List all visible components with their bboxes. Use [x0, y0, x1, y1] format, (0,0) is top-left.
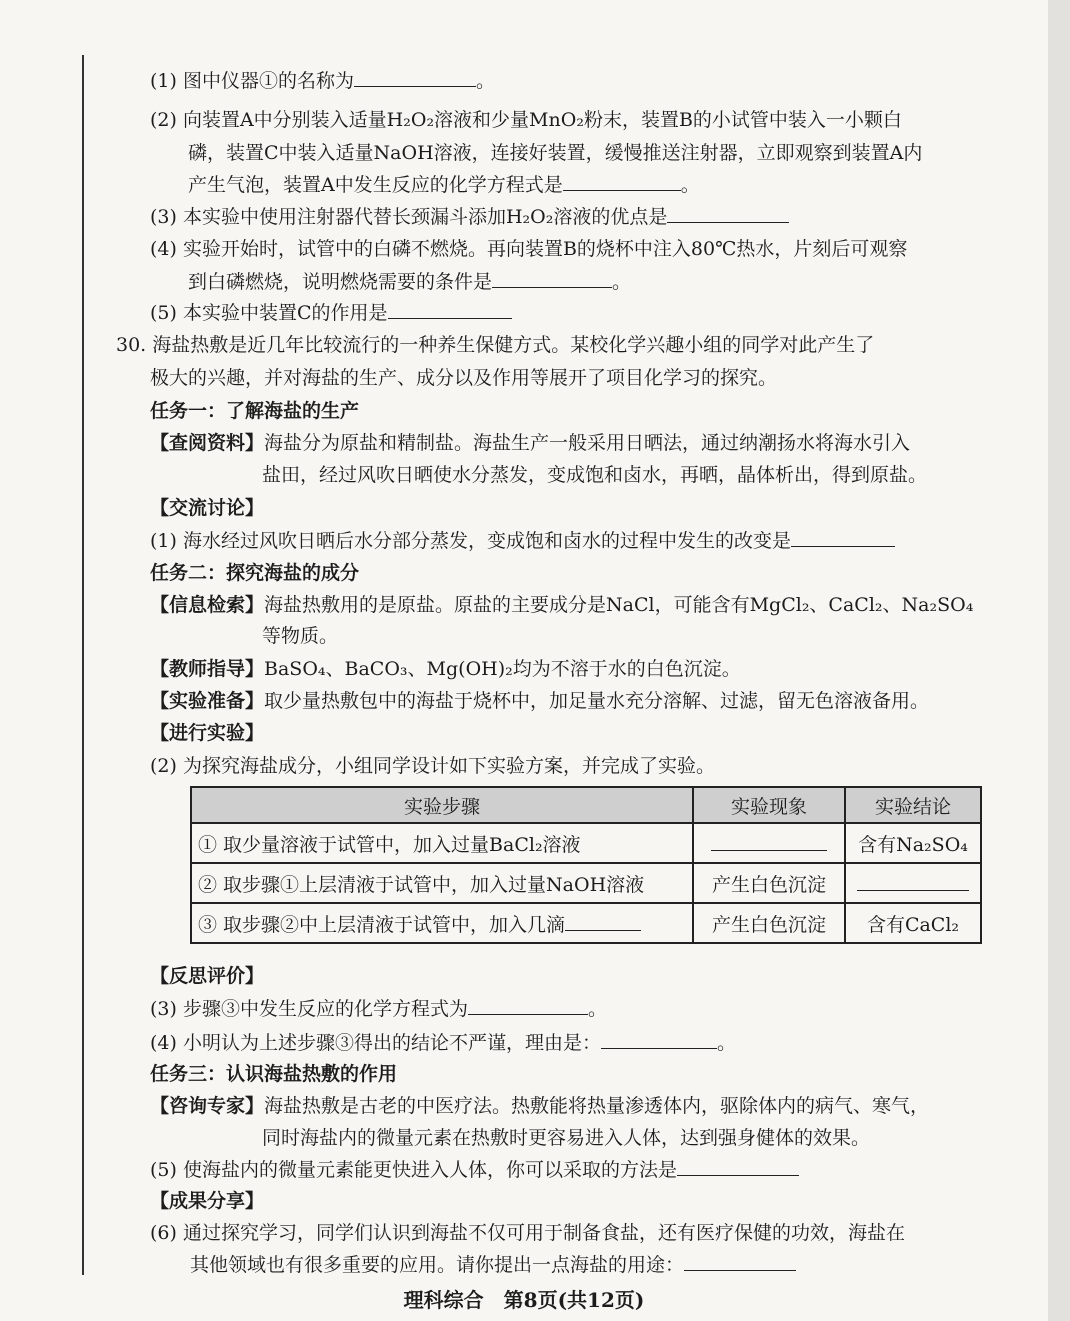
conclusion-cell: 含有Na₂SO₄ — [845, 823, 981, 863]
expert-text-1: 海盐热敷是古老的中医疗法。热敷能将热量渗透体内，驱除体内的病气、寒气， — [264, 1095, 930, 1117]
teacher-guide — [150, 655, 741, 683]
col-header-step: 实验步骤 — [191, 787, 693, 823]
q30-item-1-text: (1) 海水经过风吹日晒后水分部分蒸发，变成饱和卤水的过程中发生的改变是 — [150, 530, 791, 552]
punct: 。 — [612, 271, 632, 293]
q29-item-4-text: 到白磷燃烧，说明燃烧需要的条件是 — [188, 271, 493, 293]
section-tag: 【查阅资料】 — [150, 432, 265, 454]
punct: 。 — [475, 70, 495, 92]
reference-info — [150, 429, 910, 457]
table-row — [191, 863, 981, 903]
q30-item-2: (2) 为探究海盐成分，小组同学设计如下实验方案，并完成了实验。 — [150, 755, 715, 777]
punct: 。 — [716, 1032, 736, 1054]
page-footer: 理科综合 第8页(共12页) — [403, 1288, 645, 1312]
margin-line — [82, 55, 84, 1275]
q30-item-1 — [150, 526, 895, 555]
step-text: ③ 取步骤②中上层清液于试管中，加入几滴 — [198, 913, 566, 936]
q30-item-3 — [150, 994, 607, 1023]
q30-item-5 — [150, 1155, 799, 1184]
q29-item-4-line-2 — [188, 267, 631, 296]
step-cell — [191, 903, 693, 943]
answer-blank[interactable] — [468, 994, 588, 1015]
teacher-guide-text: BaSO₄、BaCO₃、Mg(OH)₂均为不溶于水的白色沉淀。 — [264, 658, 741, 680]
answer-blank[interactable] — [492, 267, 612, 288]
q29-item-5-text: (5) 本实验中装置C的作用是 — [150, 302, 388, 324]
answer-blank[interactable] — [354, 66, 476, 87]
answer-blank[interactable] — [791, 526, 895, 547]
discussion-tag: 【交流讨论】 — [150, 497, 265, 519]
experiment-prep-text: 取少量热敷包中的海盐于烧杯中，加足量水充分溶解、过滤，留无色溶液备用。 — [264, 690, 930, 712]
expert-consult — [150, 1092, 929, 1120]
answer-blank[interactable] — [677, 1155, 799, 1176]
task-2-heading: 任务二：探究海盐的成分 — [150, 562, 360, 584]
table-row — [191, 903, 981, 943]
do-experiment-tag: 【进行实验】 — [150, 722, 265, 744]
col-header-phenomenon: 实验现象 — [693, 787, 845, 823]
q29-item-1 — [150, 66, 495, 95]
expert-text-2: 同时海盐内的微量元素在热敷时更容易进入人体，达到强身健体的效果。 — [262, 1127, 871, 1149]
task-3-heading: 任务三：认识海盐热敷的作用 — [150, 1063, 398, 1085]
q30-item-3-text: (3) 步骤③中发生反应的化学方程式为 — [150, 998, 468, 1020]
step-cell: ② 取步骤①上层清液于试管中，加入过量NaOH溶液 — [191, 863, 693, 903]
punct: 。 — [587, 998, 607, 1020]
experiment-table — [190, 786, 982, 944]
section-tag: 【咨询专家】 — [150, 1095, 265, 1117]
table-row — [191, 823, 981, 863]
task-1-heading: 任务一：了解海盐的生产 — [150, 400, 360, 422]
q29-item-2-line-1: (2) 向装置A中分别装入适量H₂O₂溶液和少量MnO₂粉末，装置B的小试管中装入一小颗白 — [150, 109, 902, 131]
punct: 。 — [680, 174, 700, 196]
q29-item-5 — [150, 298, 512, 327]
phenomenon-cell: 产生白色沉淀 — [693, 903, 845, 943]
q30-item-4-text: (4) 小明认为上述步骤③得出的结论不严谨，理由是： — [150, 1032, 601, 1054]
phenomenon-cell: 产生白色沉淀 — [693, 863, 845, 903]
q30-item-6-text: 其他领域也有很多重要的应用。请你提出一点海盐的用途： — [190, 1254, 685, 1276]
info-text-1: 海盐热敷用的是原盐。原盐的主要成分是NaCl，可能含有MgCl₂、CaCl₂、Na₂SO₄ — [264, 594, 974, 616]
page-edge — [1048, 0, 1070, 1321]
q30-intro-line-2: 极大的兴趣，并对海盐的生产、成分以及作用等展开了项目化学习的探究。 — [150, 367, 778, 389]
reference-text-2: 盐田，经过风吹日晒使水分蒸发，变成饱和卤水，再晒，晶体析出，得到原盐。 — [262, 464, 928, 486]
q29-item-2-line-3 — [188, 170, 700, 199]
answer-blank[interactable] — [565, 910, 641, 931]
answer-blank[interactable] — [711, 830, 827, 851]
answer-blank[interactable] — [388, 298, 512, 319]
info-search — [150, 591, 973, 619]
q29-item-4-line-1: (4) 实验开始时，试管中的白磷不燃烧。再向装置B的烧杯中注入80℃热水，片刻后可观察 — [150, 238, 908, 260]
answer-blank[interactable] — [684, 1250, 796, 1271]
step-cell: ① 取少量溶液于试管中，加入过量BaCl₂溶液 — [191, 823, 693, 863]
reflection-tag: 【反思评价】 — [150, 965, 265, 987]
phenomenon-cell — [693, 823, 845, 863]
q29-item-1-text: (1) 图中仪器①的名称为 — [150, 70, 354, 92]
answer-blank[interactable] — [667, 202, 789, 223]
answer-blank[interactable] — [857, 870, 969, 891]
answer-blank[interactable] — [563, 170, 681, 191]
q29-item-2-text: 产生气泡，装置A中发生反应的化学方程式是 — [188, 174, 563, 196]
q30-item-6-line-2 — [190, 1250, 796, 1279]
q29-item-3 — [150, 202, 789, 231]
conclusion-cell: 含有CaCl₂ — [845, 903, 981, 943]
experiment-prep — [150, 687, 929, 715]
q29-item-2-line-2: 磷，装置C中装入适量NaOH溶液，连接好装置，缓慢推送注射器，立即观察到装置A内 — [188, 142, 923, 164]
section-tag: 【教师指导】 — [150, 658, 265, 680]
q29-item-3-text: (3) 本实验中使用注射器代替长颈漏斗添加H₂O₂溶液的优点是 — [150, 206, 668, 228]
reference-text-1: 海盐分为原盐和精制盐。海盐生产一般采用日晒法，通过纳潮扬水将海水引入 — [264, 432, 911, 454]
answer-blank[interactable] — [601, 1028, 717, 1049]
info-text-2: 等物质。 — [262, 625, 339, 647]
table-header-row — [191, 787, 981, 823]
share-tag: 【成果分享】 — [150, 1190, 265, 1212]
col-header-conclusion: 实验结论 — [845, 787, 981, 823]
q30-item-5-text: (5) 使海盐内的微量元素能更快进入人体，你可以采取的方法是 — [150, 1159, 677, 1181]
q30-item-4 — [150, 1028, 736, 1057]
section-tag: 【实验准备】 — [150, 690, 265, 712]
section-tag: 【信息检索】 — [150, 594, 265, 616]
q30-item-6-line-1: (6) 通过探究学习，同学们认识到海盐不仅可用于制备食盐，还有医疗保健的功效，海盐在 — [150, 1222, 905, 1244]
conclusion-cell — [845, 863, 981, 903]
q30-intro-line-1: 30. 海盐热敷是近几年比较流行的一种养生保健方式。某校化学兴趣小组的同学对此产生了 — [116, 334, 875, 356]
